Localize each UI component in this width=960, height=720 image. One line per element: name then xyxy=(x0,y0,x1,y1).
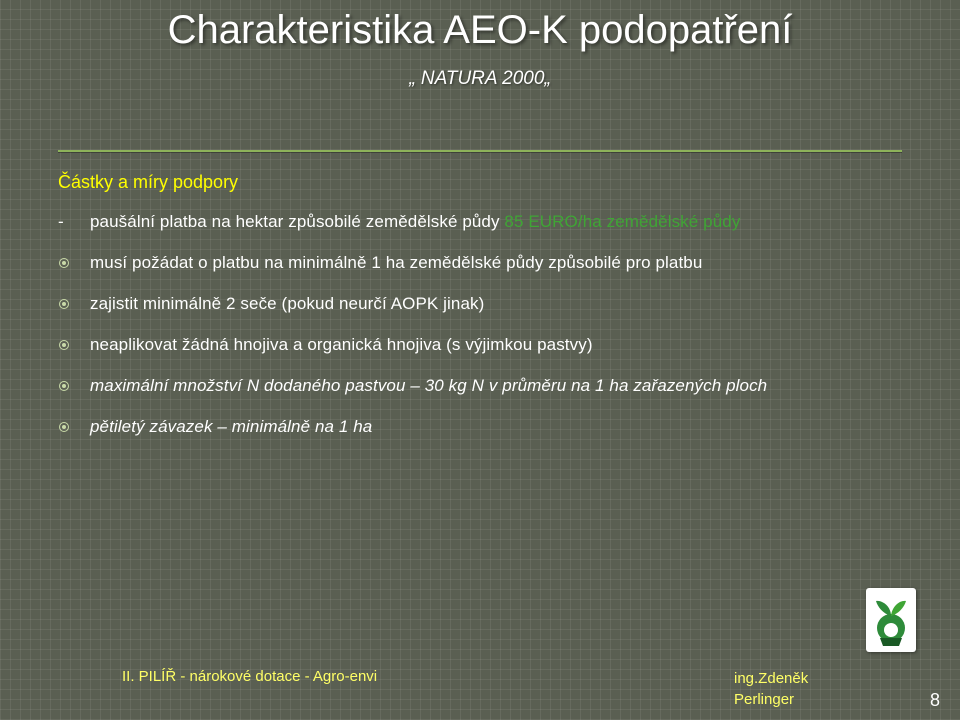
bullet-list xyxy=(58,212,918,458)
dash-marker: - xyxy=(58,212,64,231)
footer-author: ing.Zdeněk Perlinger xyxy=(734,670,809,708)
bullet-item xyxy=(58,294,918,314)
bullet-text: zajistit minimálně 2 seče (pokud neurčí AOPK jinak) xyxy=(90,294,485,313)
slide-subtitle: „ NATURA 2000„ xyxy=(409,68,551,89)
bullet-item xyxy=(58,253,918,273)
bullet-item xyxy=(58,376,910,396)
bullet-text: pětiletý závazek – minimálně na 1 ha xyxy=(90,417,373,436)
bullet-text: neaplikovat žádná hnojiva a organická hnojiva (s výjimkou pastvy) xyxy=(90,335,593,354)
ring-bullet-icon xyxy=(59,340,69,350)
ring-bullet-icon xyxy=(59,422,69,432)
bullet-text: paušální platba na hektar způsobilé zemědělské půdy xyxy=(90,212,505,231)
ring-bullet-icon xyxy=(59,299,69,309)
footer-left-text: II. PILÍŘ - nárokové dotace - Agro-envi xyxy=(122,668,378,685)
bullet-item xyxy=(58,212,918,232)
title-divider xyxy=(58,150,902,152)
slide-title: Charakteristika AEO-K podopatření xyxy=(167,8,793,52)
page-number: 8 xyxy=(930,690,941,710)
bullet-text: musí požádat o platbu na minimálně 1 ha zemědělské půdy způsobilé pro platbu xyxy=(90,253,703,272)
bullet-highlight: 85 EURO/ha zemědělské půdy xyxy=(504,212,741,231)
bullet-text: maximální množství N dodaného pastvou – 30 kg N v průměru na 1 ha zařazených ploch xyxy=(90,376,768,395)
pro-bio-logo-icon xyxy=(866,588,916,652)
ring-bullet-icon xyxy=(59,381,69,391)
ring-bullet-icon xyxy=(59,258,69,268)
bullet-item xyxy=(58,335,918,355)
section-heading: Částky a míry podpory xyxy=(58,172,239,192)
bullet-item xyxy=(58,417,918,437)
